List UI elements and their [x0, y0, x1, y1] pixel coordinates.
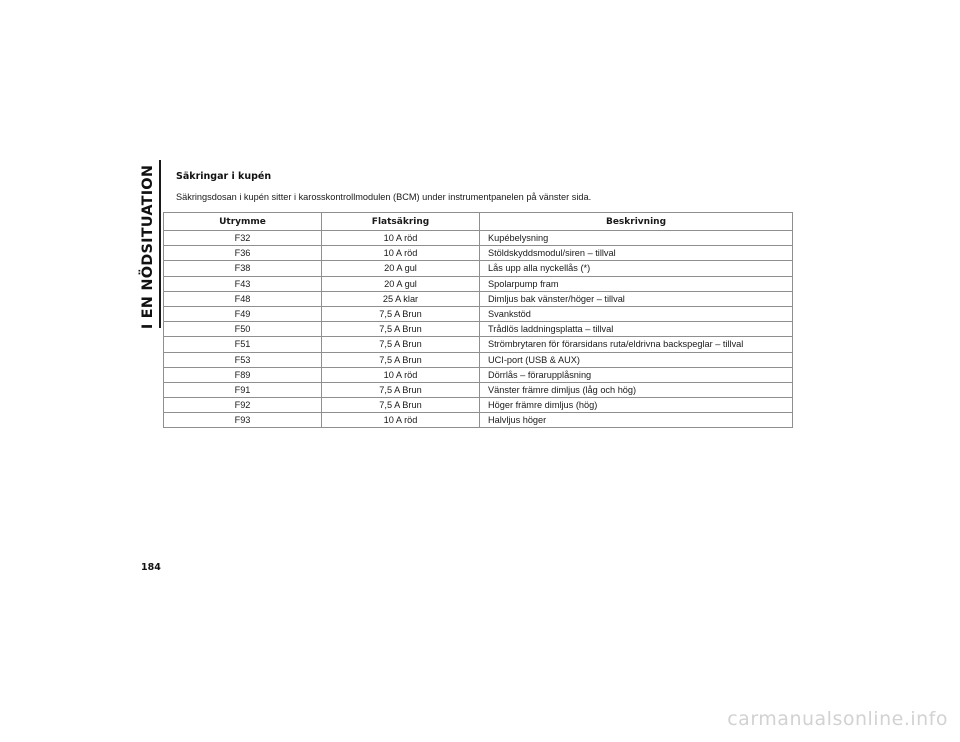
fuse-table-body: [164, 231, 793, 428]
cell-cavity: F50: [164, 322, 322, 337]
chapter-side-title-text: I EN NÖDSITUATION: [140, 164, 156, 330]
cell-cavity: F32: [164, 231, 322, 246]
cell-cavity: F38: [164, 261, 322, 276]
cell-cavity: F36: [164, 246, 322, 261]
cell-description: Lås upp alla nyckellås (*): [480, 261, 793, 276]
table-row: [164, 398, 793, 413]
page-number: 184: [141, 562, 161, 573]
intro-paragraph: Säkringsdosan i kupén sitter i karosskontrollmodulen (BCM) under instrumentpanelen på vänster sida.: [176, 192, 592, 202]
cell-description: Spolarpump fram: [480, 276, 793, 291]
cell-blade-fuse: 10 A röd: [322, 246, 480, 261]
cell-blade-fuse: 7,5 A Brun: [322, 398, 480, 413]
cell-description: Stöldskyddsmodul/siren – tillval: [480, 246, 793, 261]
header-blade-fuse: Flatsäkring: [322, 213, 480, 231]
cell-blade-fuse: 20 A gul: [322, 261, 480, 276]
table-row: [164, 231, 793, 246]
chapter-side-title: [135, 164, 161, 330]
cell-cavity: F89: [164, 367, 322, 382]
cell-description: Höger främre dimljus (hög): [480, 398, 793, 413]
cell-description: Dörrlås – förarupplåsning: [480, 367, 793, 382]
chapter-divider: [159, 160, 161, 328]
cell-blade-fuse: 10 A röd: [322, 413, 480, 428]
cell-blade-fuse: 7,5 A Brun: [322, 306, 480, 321]
cell-cavity: F43: [164, 276, 322, 291]
cell-cavity: F53: [164, 352, 322, 367]
table-row: [164, 413, 793, 428]
cell-cavity: F48: [164, 291, 322, 306]
watermark: carmanualsonline.info: [727, 708, 948, 730]
cell-cavity: F92: [164, 398, 322, 413]
cell-blade-fuse: 20 A gul: [322, 276, 480, 291]
header-description: Beskrivning: [480, 213, 793, 231]
table-row: [164, 382, 793, 397]
cell-blade-fuse: 25 A klar: [322, 291, 480, 306]
cell-cavity: F91: [164, 382, 322, 397]
cell-description: Halvljus höger: [480, 413, 793, 428]
header-cavity: Utrymme: [164, 213, 322, 231]
table-header-row: [164, 213, 793, 231]
table-row: [164, 246, 793, 261]
table-row: [164, 276, 793, 291]
fuse-table: [163, 212, 793, 428]
cell-blade-fuse: 7,5 A Brun: [322, 352, 480, 367]
table-row: [164, 261, 793, 276]
table-row: [164, 352, 793, 367]
cell-description: Svankstöd: [480, 306, 793, 321]
cell-description: Strömbrytaren för förarsidans ruta/eldrivna backspeglar – tillval: [480, 337, 793, 352]
table-row: [164, 291, 793, 306]
cell-blade-fuse: 10 A röd: [322, 231, 480, 246]
cell-description: UCI-port (USB & AUX): [480, 352, 793, 367]
section-title: Säkringar i kupén: [176, 171, 272, 182]
table-row: [164, 306, 793, 321]
cell-blade-fuse: 10 A röd: [322, 367, 480, 382]
cell-blade-fuse: 7,5 A Brun: [322, 382, 480, 397]
cell-blade-fuse: 7,5 A Brun: [322, 322, 480, 337]
cell-blade-fuse: 7,5 A Brun: [322, 337, 480, 352]
table-row: [164, 367, 793, 382]
cell-description: Dimljus bak vänster/höger – tillval: [480, 291, 793, 306]
cell-description: Kupébelysning: [480, 231, 793, 246]
table-row: [164, 337, 793, 352]
table-row: [164, 322, 793, 337]
cell-description: Trådlös laddningsplatta – tillval: [480, 322, 793, 337]
cell-cavity: F51: [164, 337, 322, 352]
cell-description: Vänster främre dimljus (låg och hög): [480, 382, 793, 397]
cell-cavity: F93: [164, 413, 322, 428]
cell-cavity: F49: [164, 306, 322, 321]
